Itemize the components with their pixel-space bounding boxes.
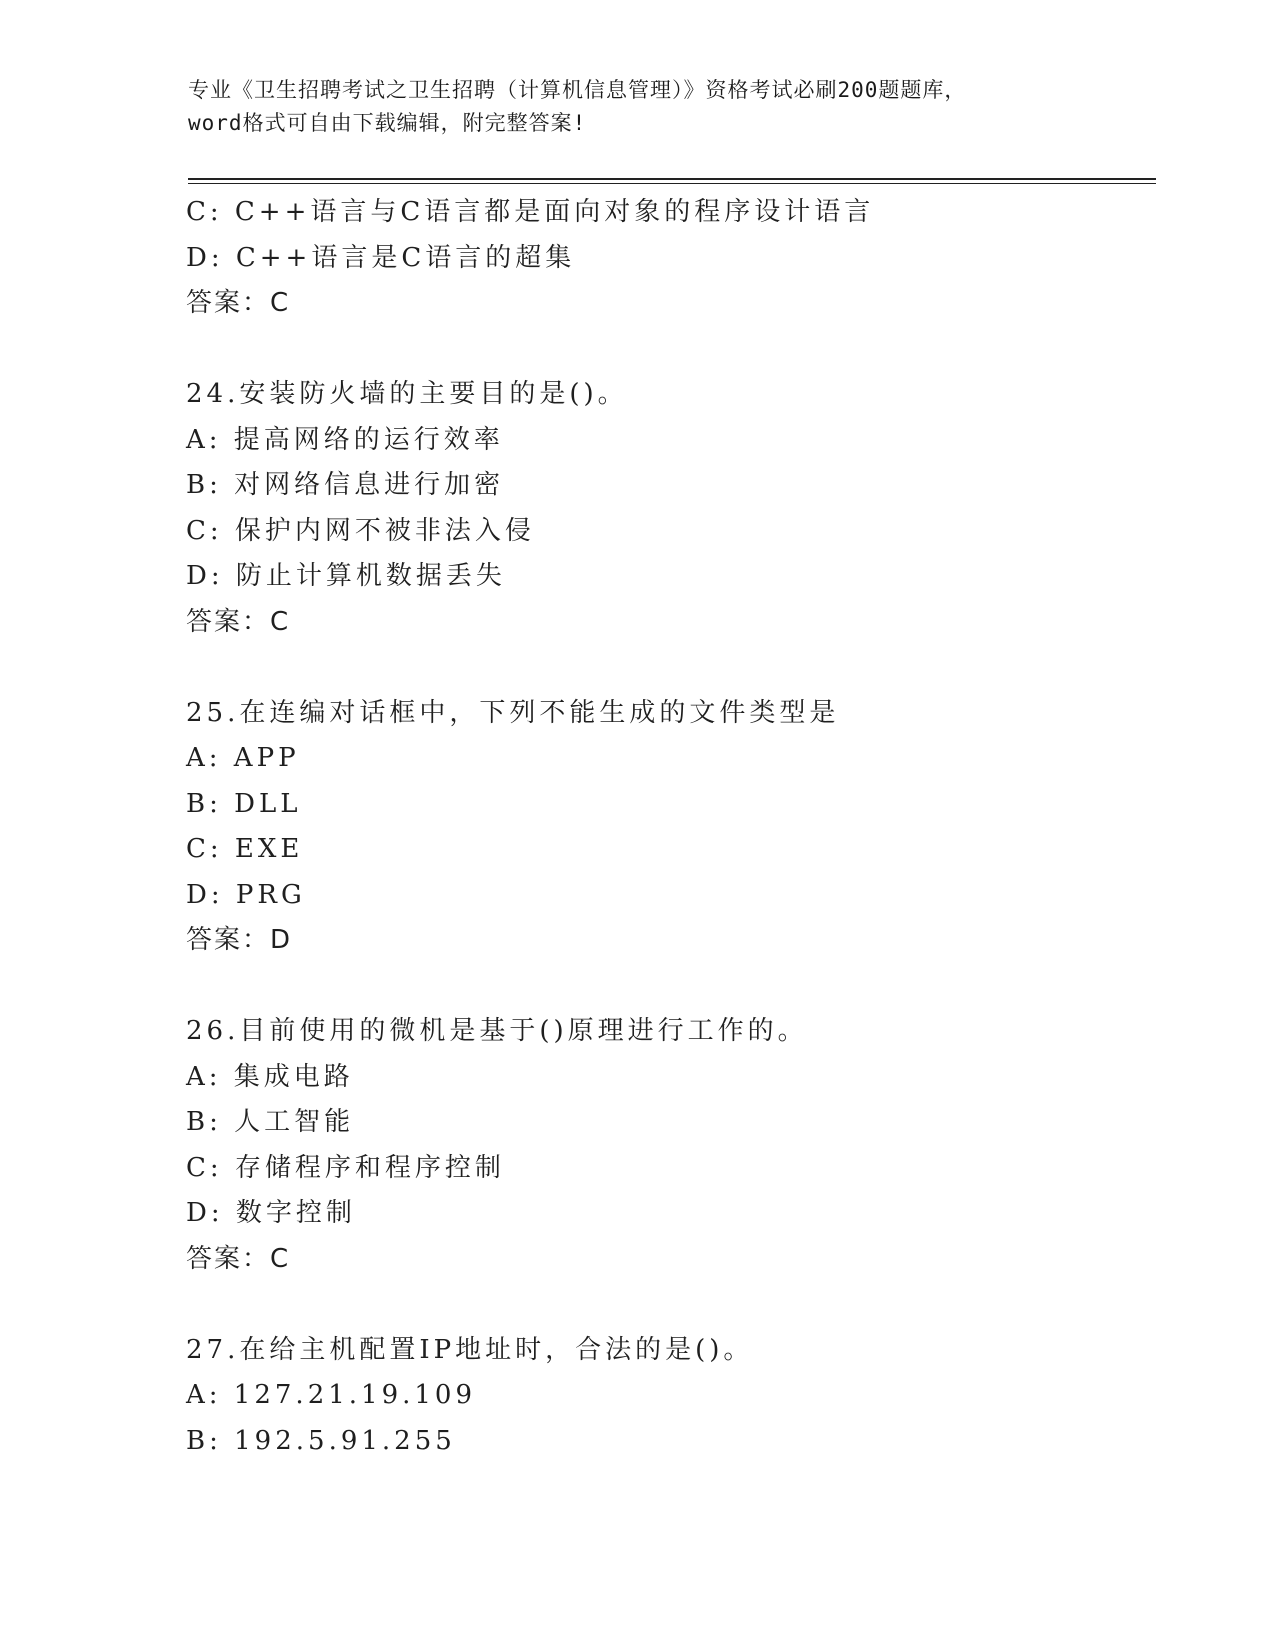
question-text: 26.目前使用的微机是基于()原理进行工作的。 (186, 1016, 808, 1046)
spacer (186, 964, 1146, 1010)
question-text: 24.安装防火墙的主要目的是()。 (186, 379, 628, 409)
option-d: D: PRG (186, 879, 306, 910)
answer: 答案：D (186, 925, 293, 955)
question-text: 25.在连编对话框中，下列不能生成的文件类型是 (186, 697, 840, 728)
option-a: A: 127.21.19.109 (186, 1380, 477, 1410)
option-b: B: 对网络信息进行加密 (186, 470, 505, 500)
prev-option-d: D: C++语言是C语言的超集 (186, 242, 576, 273)
option-a: A: APP (186, 743, 300, 773)
question-24 (186, 372, 1146, 645)
answer: 答案：C (186, 1243, 291, 1274)
spacer (186, 327, 1146, 373)
option-b: B: 人工智能 (186, 1107, 355, 1137)
header-rule-thick (188, 178, 1156, 180)
option-c: C: 保护内网不被非法入侵 (186, 515, 535, 546)
option-a: A: 集成电路 (186, 1061, 354, 1092)
header-line-1: 专业《卫生招聘考试之卫生招聘（计算机信息管理）》资格考试必刷200题题库， (188, 78, 967, 102)
prev-answer: 答案：C (186, 288, 291, 318)
option-d: D: 防止计算机数据丢失 (186, 561, 506, 591)
option-a: A: 提高网络的运行效率 (186, 424, 504, 455)
question-26 (186, 1009, 1146, 1282)
header-rule-thin (188, 183, 1156, 184)
prev-option-c: C: C++语言与C语言都是面向对象的程序设计语言 (186, 197, 875, 227)
spacer (186, 645, 1146, 691)
option-b: B: DLL (186, 788, 302, 819)
question-27 (186, 1328, 1146, 1465)
option-c: C: EXE (186, 834, 304, 864)
question-list (186, 190, 1146, 1464)
question-text: 27.在给主机配置IP地址时，合法的是()。 (186, 1334, 754, 1365)
spacer (186, 1282, 1146, 1328)
answer: 答案：C (186, 606, 291, 637)
option-b: B: 192.5.91.255 (186, 1425, 456, 1456)
option-c: C: 存储程序和程序控制 (186, 1152, 505, 1183)
question-25 (186, 691, 1146, 964)
header-line-2: word格式可自由下载编辑，附完整答案! (188, 111, 587, 135)
document-header (188, 74, 1088, 140)
option-d: D: 数字控制 (186, 1198, 356, 1228)
